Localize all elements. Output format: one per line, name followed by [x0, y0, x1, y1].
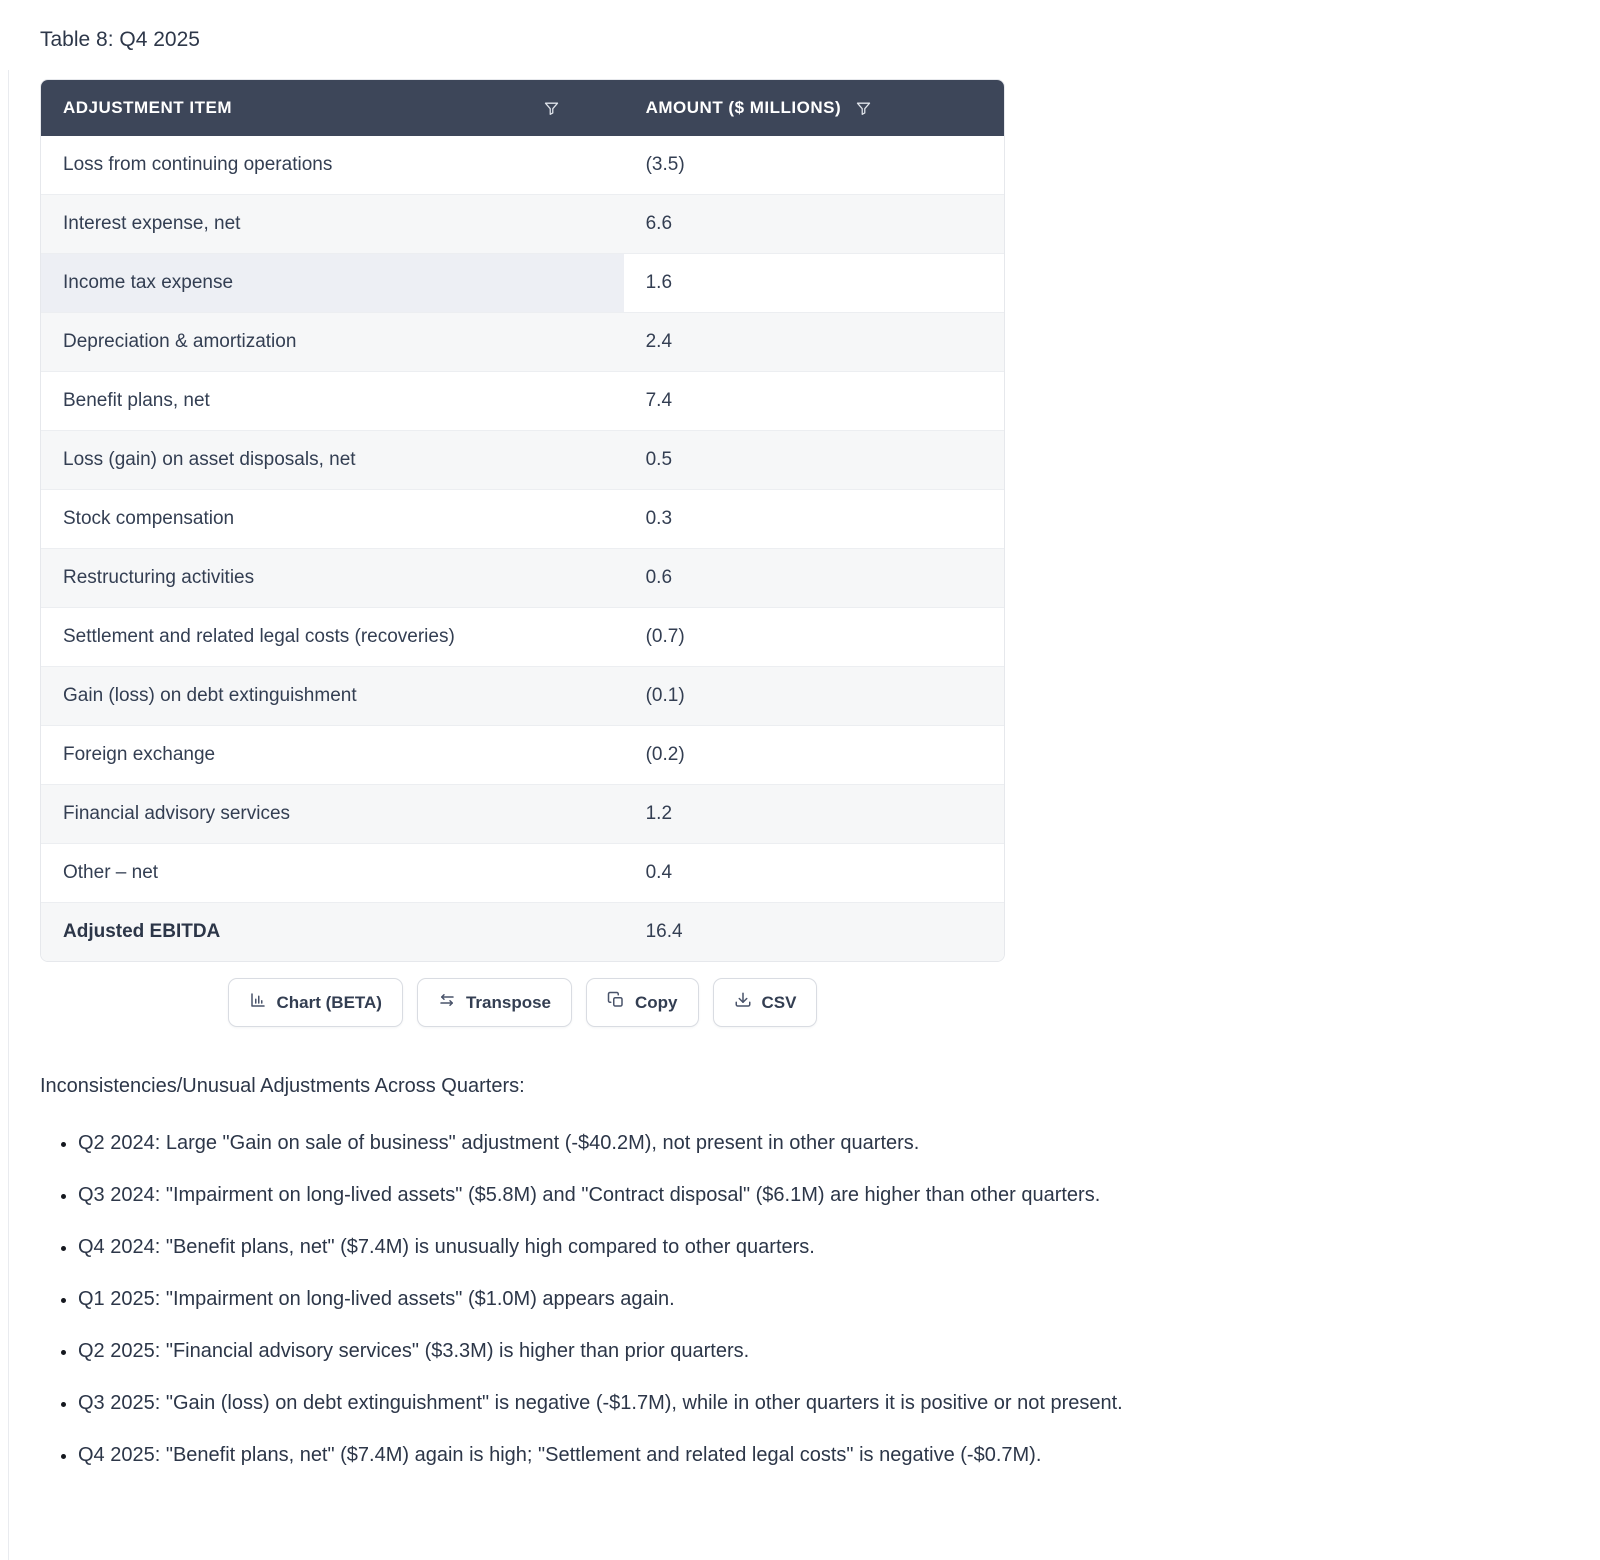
transpose-button-label: Transpose [465, 992, 552, 1012]
adjustment-item-cell[interactable]: Adjusted EBITDA [41, 903, 624, 962]
table-row [41, 549, 1004, 608]
amount-cell[interactable]: 0.3 [624, 490, 1004, 549]
note-item: • Q3 2024: "Impairment on long-lived assets" ($5.8M) and "Contract disposal" ($6.1M) are higher than other quarters. [78, 1182, 1560, 1209]
download-icon [734, 991, 752, 1014]
adjustment-item-cell[interactable]: Depreciation & amortization [41, 313, 624, 372]
note-item: • Q4 2024: "Benefit plans, net" ($7.4M) is unusually high compared to other quarters. [78, 1234, 1560, 1261]
adjustment-item-cell[interactable]: Income tax expense [41, 254, 624, 313]
filter-icon[interactable] [855, 100, 872, 117]
adjustment-item-cell[interactable]: Loss (gain) on asset disposals, net [41, 431, 624, 490]
amount-cell[interactable]: (0.2) [624, 726, 1004, 785]
adjustment-item-cell[interactable]: Benefit plans, net [41, 372, 624, 431]
adjustment-item-cell[interactable]: Loss from continuing operations [63, 154, 333, 175]
adjustment-item-cell[interactable]: Financial advisory services [41, 785, 624, 844]
notes-section [40, 1075, 1560, 1469]
table-row [41, 195, 1004, 254]
note-item: • Q4 2025: "Benefit plans, net" ($7.4M) again is high; "Settlement and related legal costs" is negative (-$0.7M). [78, 1442, 1560, 1469]
amount-cell[interactable]: 1.6 [624, 254, 1004, 313]
bar-chart-icon [249, 991, 267, 1014]
page-title: Table 8: Q4 2025 [40, 28, 200, 51]
adjustments-table [40, 79, 1005, 962]
table-row [41, 313, 1004, 372]
table-row [41, 726, 1004, 785]
amount-cell[interactable]: 0.4 [624, 844, 1004, 903]
note-item: • Q2 2025: "Financial advisory services" ($3.3M) is higher than prior quarters. [78, 1338, 1560, 1365]
amount-cell[interactable]: 7.4 [624, 372, 1004, 431]
amount-cell[interactable]: 1.2 [624, 785, 1004, 844]
column-header-adjustment-item [41, 80, 624, 136]
adjustment-item-cell[interactable]: Interest expense, net [41, 195, 624, 254]
copy-icon [607, 991, 625, 1014]
adjustment-item-cell[interactable]: Restructuring activities [41, 549, 624, 608]
chart-beta-button-label: Chart (BETA) [276, 992, 382, 1012]
notes-list [40, 1130, 1560, 1469]
adjustment-item-cell[interactable]: Stock compensation [41, 490, 624, 549]
note-item: • Q1 2025: "Impairment on long-lived assets" ($1.0M) appears again. [78, 1286, 1560, 1313]
amount-cell[interactable]: 0.6 [624, 549, 1004, 608]
amount-cell[interactable]: 16.4 [624, 903, 1004, 962]
amount-cell[interactable]: (0.1) [624, 667, 1004, 726]
table-row [41, 431, 1004, 490]
note-item: • Q3 2025: "Gain (loss) on debt extinguishment" is negative (-$1.7M), while in other quarters it is positive or not present. [78, 1390, 1560, 1417]
table-row [41, 136, 1004, 195]
adjustment-item-cell[interactable]: Settlement and related legal costs (recoveries) [41, 608, 624, 667]
transpose-icon [438, 991, 456, 1014]
table-row [41, 372, 1004, 431]
filter-icon[interactable] [543, 100, 560, 117]
table-row [41, 844, 1004, 903]
amount-cell[interactable]: (3.5) [645, 154, 685, 175]
chart-beta-button[interactable] [228, 978, 403, 1027]
amount-cell[interactable]: (0.7) [624, 608, 1004, 667]
table-header [41, 80, 1004, 136]
csv-button-label: CSV [761, 992, 797, 1012]
column-header-label: AMOUNT ($ MILLIONS) [645, 98, 842, 117]
adjustment-item-cell[interactable]: Foreign exchange [41, 726, 624, 785]
adjustment-item-cell[interactable]: Other – net [41, 844, 624, 903]
adjustment-item-cell[interactable]: Gain (loss) on debt extinguishment [41, 667, 624, 726]
column-header-amount [624, 80, 1004, 136]
column-header-label: ADJUSTMENT ITEM [63, 98, 232, 117]
amount-cell[interactable]: 2.4 [624, 313, 1004, 372]
amount-cell[interactable]: 0.5 [624, 431, 1004, 490]
notes-heading: Inconsistencies/Unusual Adjustments Across Quarters: [40, 1075, 525, 1097]
table-toolbar [40, 978, 1005, 1027]
note-item: • Q2 2024: Large "Gain on sale of business" adjustment (-$40.2M), not present in other quarters. [78, 1130, 1560, 1157]
table-row [41, 254, 1004, 313]
copy-button-label: Copy [635, 992, 678, 1012]
transpose-button[interactable] [417, 978, 572, 1027]
table-row [41, 667, 1004, 726]
table-body [41, 136, 1004, 961]
table-row-total [41, 903, 1004, 962]
container-left-border [8, 70, 9, 1560]
table-row [41, 490, 1004, 549]
amount-cell[interactable]: 6.6 [624, 195, 1004, 254]
copy-button[interactable] [586, 978, 699, 1027]
csv-button[interactable] [713, 978, 818, 1027]
table-row [41, 608, 1004, 667]
table-row [41, 785, 1004, 844]
